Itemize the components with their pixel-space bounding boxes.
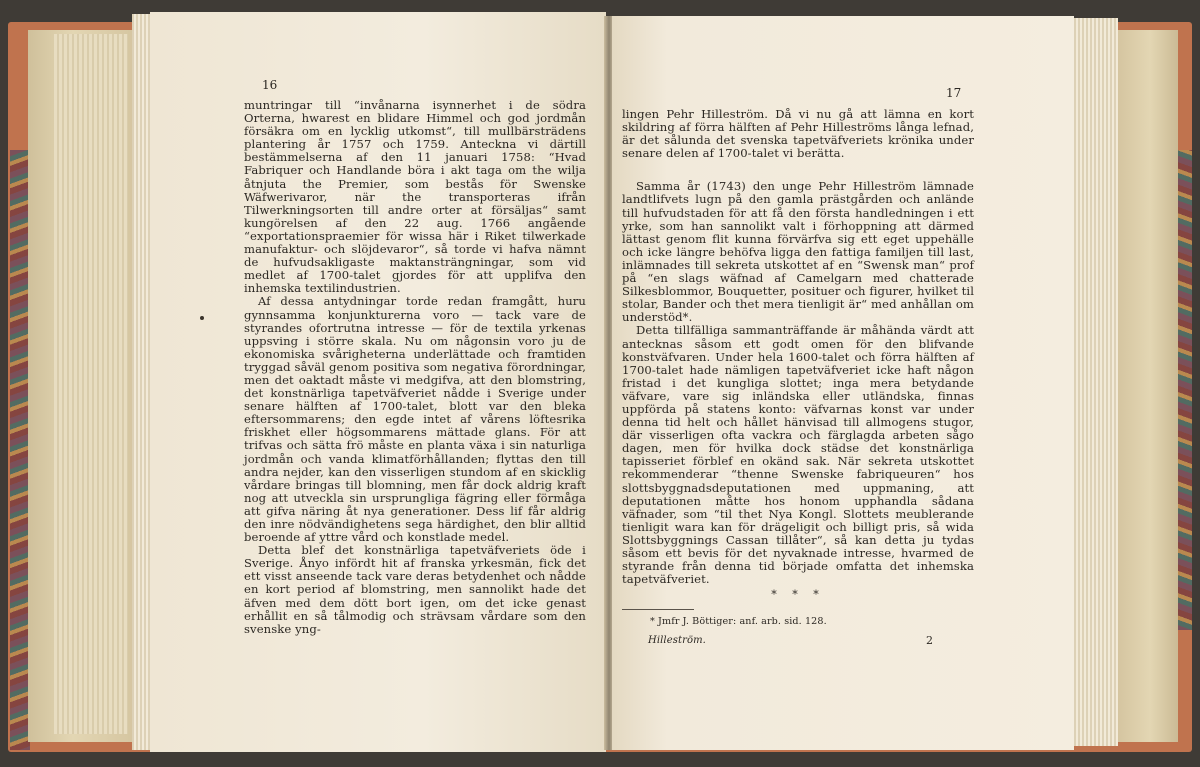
section-break: * * * — [771, 588, 825, 602]
left-page-text — [244, 99, 586, 636]
right-paragraph-3: Detta tillfälliga sammanträffande är måhända värdt att antecknas såsom ett godt omen för den blifvande konstväfvaren. Under hela 1600-talet och förra hälften af 1700-talet hade nämligen tapetväfveriet icke haft någon fristad i det kungliga slottet; inga mera betydande väfvare, vare sig inländska eller utländska, finnas uppförda på statens konto: väfvarnas konst var under denna tid helt och hållet hänvisad till allmogens stugor, där visserligen ofta vackra och färglagda arbeten sågo dagen, men för hvilka dock städse det konstnärliga tapisseriet förblef en okänd sak. När sekreta utskottet rekommenderar “thenne Swenske fabriqueuren“ hos slottsbyggnadsdeputationen med uppmaning, att deputationen måtte hos honom upphandla sådana väfnader, som “til thet Nya Kongl. Slottets meublerande tienligit wara kan för drägeligit och billigt pris, så wida Slottsbyggnings Cassan tillåter“, så kan detta ju tydas såsom ett bevis för det nyvaknade intresse, hvarmed de styrande från denna tid började omfatta det inhemska tapetväfveriet. — [622, 323, 974, 587]
endpaper-left — [28, 30, 140, 742]
left-paragraph-3: Detta blef det konstnärliga tapetväfveriets öde i Sverige. Ånyo infördt hit af franska yrkesmän, fick det ett visst anseende tack vare deras betydenhet och nådde en kort period af blomstring, men sannolikt hade det äfven med dem dött bort igen, om det icke genast erhållit en så tålmodig och strävsam vårdare som den svenske yng- — [244, 543, 586, 636]
paragraph-gap — [622, 160, 974, 180]
page-edges-left — [132, 14, 152, 750]
left-paragraph-1: muntringar till “invånarna isynnerhet i de södra Orterna, hwarest en blidare Himmel och god jordmån försäkra om en lycklig utkomst“, till mullbärsträdens plantering år 1757 och 1759. Anteckna vi därtill bestämmelserna af den 11 januari 1758: “Hvad Fabriquer och Handlande böra i akt taga om the wilja åtnjuta the Premier, som bestås för Swenske Wäfwerivaror, när the transporteras ifrån Tilwerkningsorten till andre orter at försäljas“ samt kungörelsen af den 22 aug. 1766 angående “exportationspraemier för wissa här i Riket tilwerkade manufaktur- och slöjdevaror“, så torde vi hafva nämnt de hufvudsakligaste maktansträngningar, som vid medlet af 1700-talet gjordes för att upplifva den inhemska textilindustrien. — [244, 98, 586, 296]
endpaper-right — [1116, 30, 1178, 742]
footnote-rule — [622, 609, 694, 610]
right-page — [612, 16, 1074, 750]
left-page — [150, 12, 606, 752]
right-paragraph-2: Samma år (1743) den unge Pehr Hilleström lämnade landtlifvets lugn på den gamla prästgården och anlände till hufvudstaden för att få den första handledningen i ett yrke, som han sannolikt valt i förhoppning att därmed lättast genom flit kunna förvärfva sig ett eget uppehälle och icke längre behöfva ligga den fattiga familjen till last, inlämnades till sekreta utskottet af en “Swensk man“ prof på “en slags wäfnad af Camelgarn med chatterade Silkesblommor, Bouquetter, posituer och figurer, hvilket til stolar, Bander och thet mera tienligit är“ med anhållan om understöd*. — [622, 179, 975, 325]
page-edges-right — [1072, 18, 1118, 746]
marbled-edge-left — [10, 150, 30, 750]
margin-dot — [200, 316, 204, 320]
sheet-number: 2 — [926, 634, 934, 648]
right-page-text — [622, 108, 974, 648]
page-number-right: 17 — [946, 86, 962, 100]
page-number-left: 16 — [262, 78, 278, 92]
right-paragraph-1: lingen Pehr Hilleström. Då vi nu gå att lämna en kort skildring af förra hälften af Pehr Hilleströms långa lefnad, är det sålunda det svenska tapetväfveriets krönika under senare delen af 1700-talet vi berätta. — [622, 107, 974, 161]
signature-row — [622, 634, 974, 648]
left-paragraph-2: Af dessa antydningar torde redan framgått, huru gynnsamma konjunkturerna voro — tack vare de styrandes ofortrutna intresse — för de textila yrkenas uppsving i större skala. Nu om någonsin voro ju de ekonomiska svårigheterna underlättade och framtiden tryggad såväl genom positiva som negativa förordningar, men det oaktadt måste vi medgifva, att den blomstring, det konstnärliga tapetväfveriet nådde i Sverige under senare hälften af 1700-talet, blott var den bleka eftersommarens; den egde intet af vårens löftesrika friskhet eller högsommarens mättade glans. För att trifvas och sätta frö måste en planta växa i sin naturliga jordmån och vanda klimatförhållanden; flyttas den till andra nejder, kan den visserligen stundom af en skicklig vårdare bringas till blomning, men får dock aldrig kraft nog att utveckla sin ursprungliga fägring eller förmåga att gifva näring åt nya generationer. Dess lif får aldrig den inre nödvändighetens sega härdighet, den blir alltid beroende af yttre vård och konstlade medel. — [244, 294, 586, 545]
signature-mark: Hilleström. — [648, 635, 706, 647]
footnote: * Jmfr J. Böttiger: anf. arb. sid. 128. — [650, 616, 827, 628]
spine-strip — [54, 34, 128, 734]
